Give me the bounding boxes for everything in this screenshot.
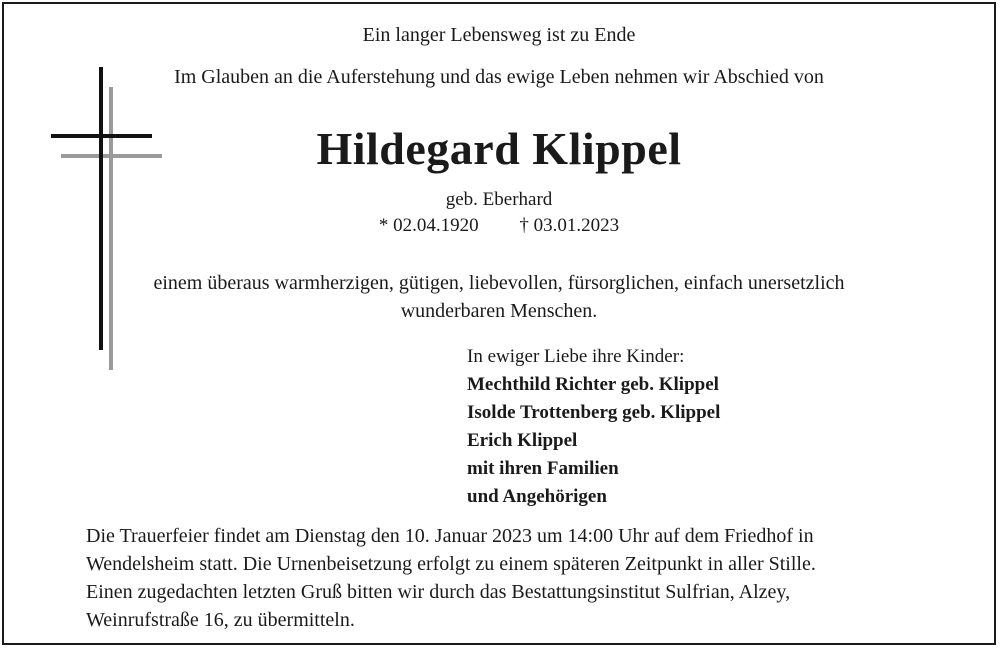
deceased-name: Hildegard Klippel: [316, 123, 682, 174]
description-line-2: wunderbaren Menschen.: [400, 300, 598, 322]
intro-line-1: Ein langer Lebensweg ist zu Ende: [362, 24, 636, 46]
family-heading: In ewiger Liebe ihre Kinder:: [467, 346, 685, 367]
family-member: Erich Klippel: [467, 430, 578, 451]
family-list: [467, 343, 720, 511]
notice-line: Weinrufstraße 16, zu übermitteln.: [86, 609, 355, 631]
death-date: † 03.01.2023: [519, 215, 620, 236]
notice-line: Wendelsheim statt. Die Urnenbeisetzung erfolgt zu einem späteren Zeitpunkt in aller Stille.: [86, 553, 816, 575]
family-member: und Angehörigen: [467, 486, 607, 507]
family-member: Isolde Trottenberg geb. Klippel: [467, 402, 721, 423]
birth-date: * 02.04.1920: [378, 215, 479, 236]
notice-line: Die Trauerfeier findet am Dienstag den 10. Januar 2023 um 14:00 Uhr auf dem Friedhof in: [86, 525, 814, 547]
notice-line: Einen zugedachten letzten Gruß bitten wir durch das Bestattungsinstitut Sulfrian, Alzey,: [86, 581, 791, 603]
intro-line-2: Im Glauben an die Auferstehung und das ewige Leben nehmen wir Abschied von: [174, 66, 824, 88]
family-member: mit ihren Familien: [467, 458, 619, 479]
life-dates: [4, 215, 994, 237]
description-line-1: einem überaus warmherzigen, gütigen, liebevollen, fürsorglichen, einfach unersetzlich: [153, 272, 845, 294]
maiden-name: geb. Eberhard: [445, 189, 553, 210]
family-member: Mechthild Richter geb. Klippel: [467, 374, 719, 395]
funeral-notice: [86, 522, 946, 634]
obituary-frame: [2, 2, 996, 645]
